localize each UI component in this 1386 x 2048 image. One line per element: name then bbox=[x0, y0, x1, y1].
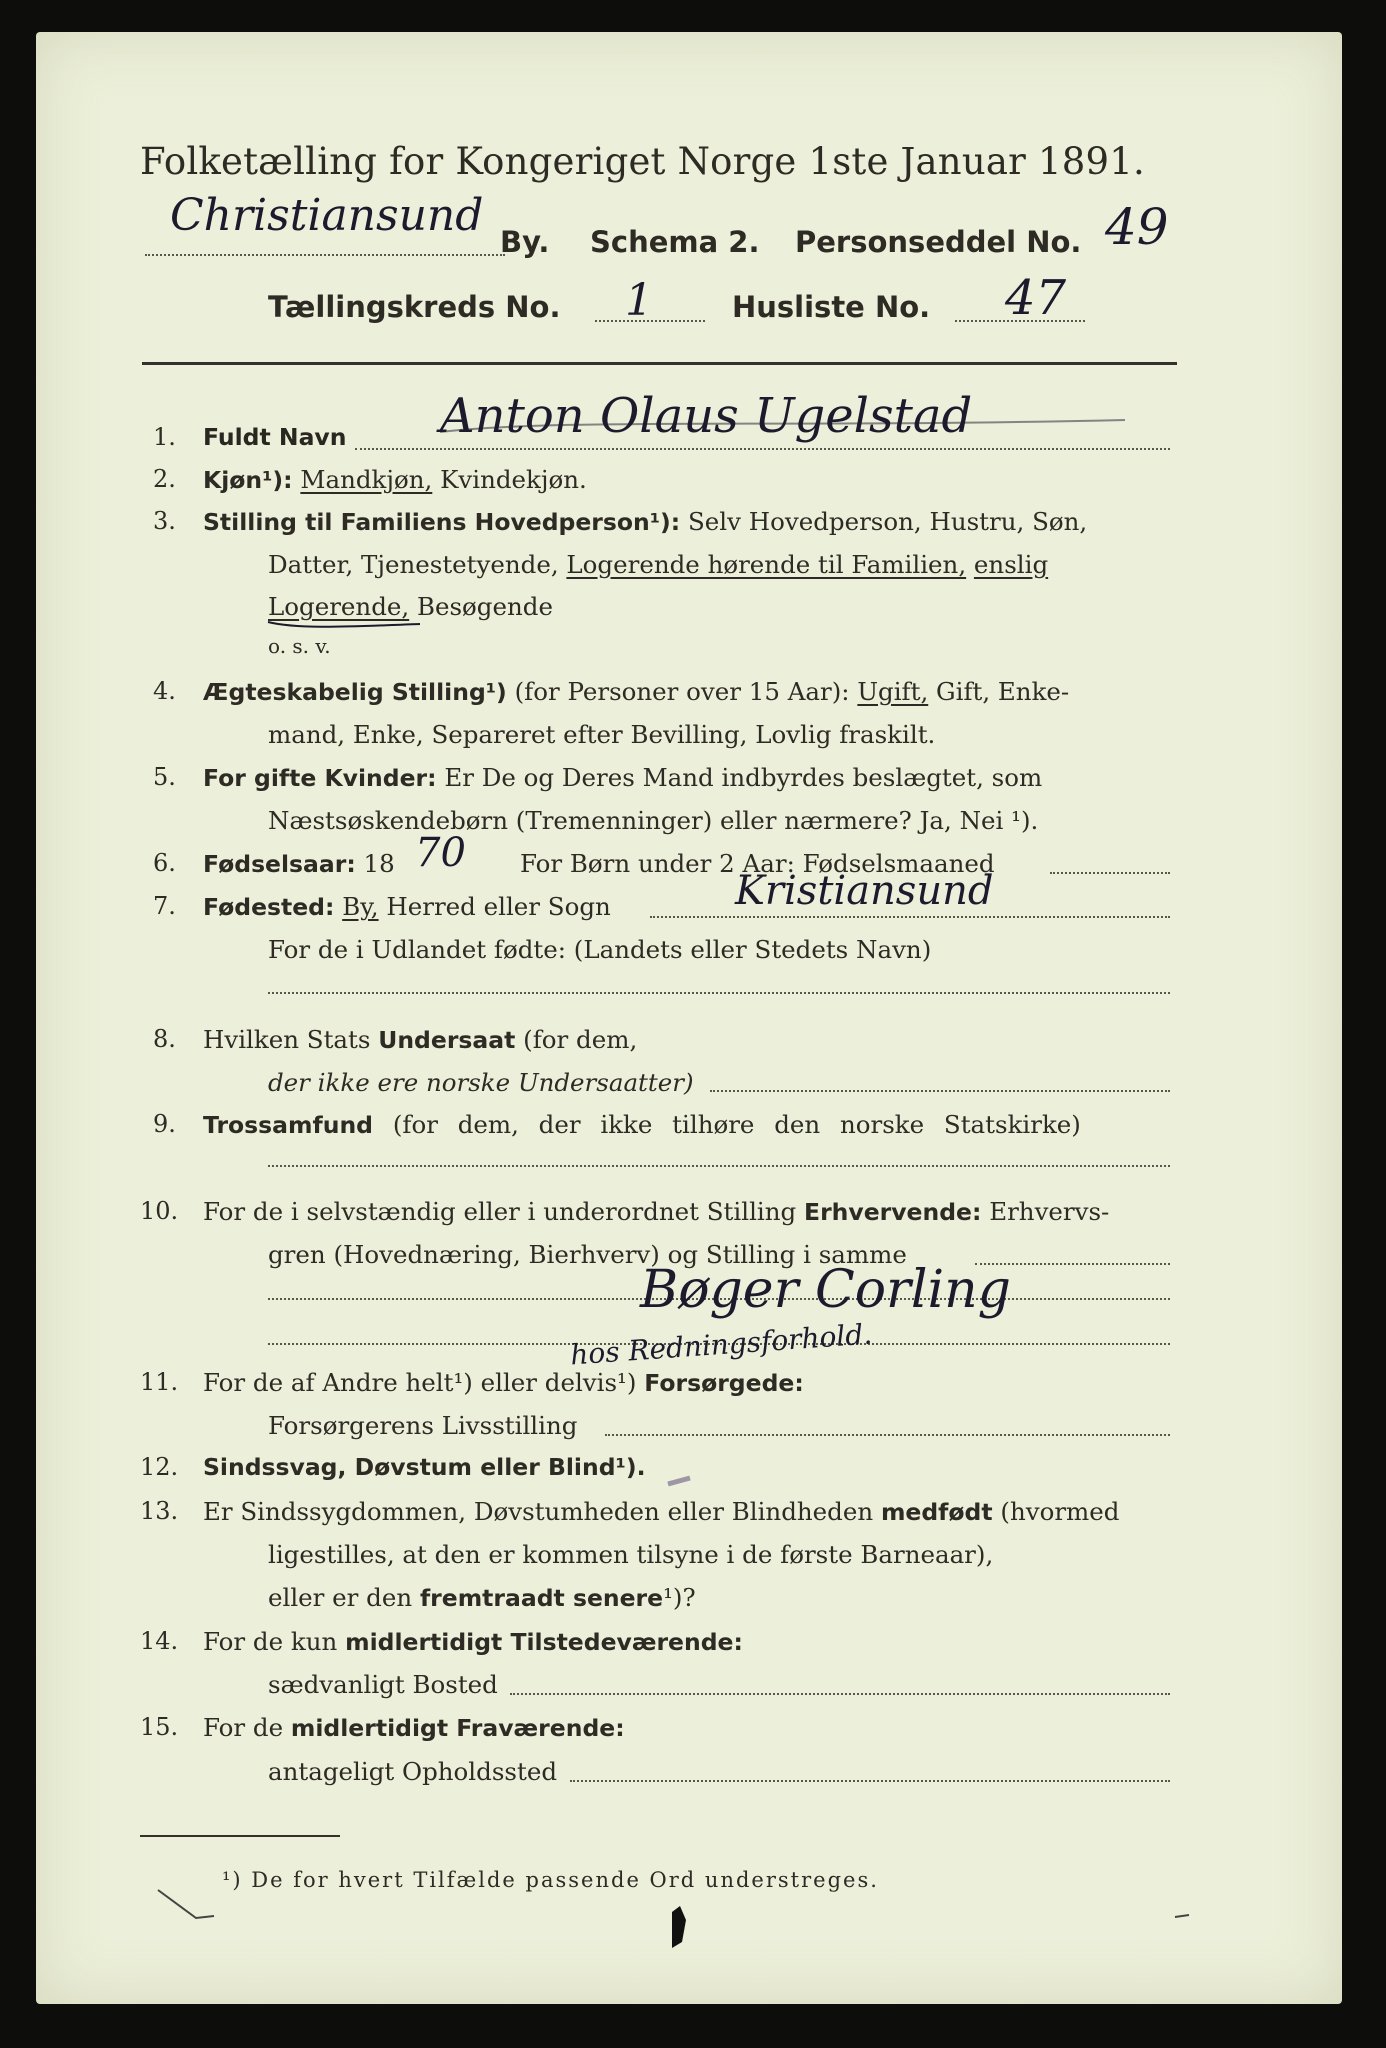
q11-line1b: Forsørgede: bbox=[644, 1369, 804, 1397]
q6-label: Fødselsaar: bbox=[203, 850, 356, 878]
q10-number: 10. bbox=[140, 1197, 179, 1225]
q13-line3c: ¹)? bbox=[663, 1583, 696, 1612]
q5-number: 5. bbox=[153, 763, 176, 791]
q11-number: 11. bbox=[140, 1368, 179, 1396]
q10-line1a: For de i selvstændig eller i underordnet Stilling bbox=[203, 1197, 797, 1226]
q4-line2: mand, Enke, Separeret efter Bevilling, Lovlig fraskilt. bbox=[268, 720, 936, 749]
q7-number: 7. bbox=[153, 892, 176, 920]
q8-line1a: Hvilken Stats bbox=[203, 1025, 371, 1054]
q9-rest: (for dem, der ikke tilhøre den norske Statskirke) bbox=[392, 1110, 1081, 1139]
q7-line2: For de i Udlandet fødte: (Landets eller Stedets Navn) bbox=[268, 935, 932, 964]
q13-line3b: fremtraadt senere bbox=[419, 1584, 664, 1612]
q2-label: Kjøn¹): bbox=[203, 466, 293, 494]
q1-label: Fuldt Navn bbox=[203, 423, 347, 451]
q1-number: 1. bbox=[153, 423, 176, 451]
personseddel-value: 49 bbox=[1105, 198, 1169, 256]
q15-number: 15. bbox=[140, 1713, 179, 1741]
q8-line2: der ikke ere norske Undersaatter) bbox=[268, 1068, 694, 1097]
q3-number: 3. bbox=[153, 507, 176, 535]
q10-line2: gren (Hovednæring, Bierhverv) og Stilling i samme bbox=[268, 1240, 907, 1269]
q3-line2a: Datter, Tjenestetyende, bbox=[268, 550, 559, 579]
q8-number: 8. bbox=[153, 1025, 176, 1053]
q1-answer-name: Anton Olaus Ugelstad bbox=[440, 388, 973, 444]
q13-number: 13. bbox=[140, 1497, 179, 1525]
q13-line1a: Er Sindssygdommen, Døvstumheden eller Blindheden bbox=[203, 1497, 874, 1526]
ink-tick-right bbox=[1175, 1915, 1189, 1917]
q7-rest: Herred eller Sogn bbox=[386, 892, 611, 921]
taellingskreds-label: Tællingskreds No. bbox=[268, 290, 561, 324]
q13-line1c: (hvormed bbox=[1000, 1497, 1120, 1526]
q2-option-male: Mandkjøn, bbox=[300, 465, 433, 494]
schema-label: Schema 2. bbox=[590, 225, 760, 259]
ink-tick-left bbox=[158, 1890, 214, 1918]
q2-number: 2. bbox=[153, 465, 176, 493]
footnote-text: ¹) De for hvert Tilfælde passende Ord understreges. bbox=[222, 1868, 879, 1892]
q15-line1a: For de bbox=[203, 1713, 284, 1742]
q6-rest: For Børn under 2 Aar: Fødselsmaaned bbox=[520, 849, 995, 878]
q4-line1b: Gift, Enke- bbox=[936, 677, 1070, 706]
q10-answer-employer: hos Redningsforhold. bbox=[569, 1317, 874, 1372]
q3-line3a: Logerende, bbox=[268, 592, 410, 621]
q3-line1: Selv Hovedperson, Hustru, Søn, bbox=[688, 507, 1088, 536]
q3-line2c: enslig bbox=[973, 550, 1049, 579]
ink-underline-q3-logerende bbox=[268, 622, 420, 627]
q6-number: 6. bbox=[153, 849, 176, 877]
q7-label: Fødested: bbox=[203, 893, 335, 921]
personseddel-label: Personseddel No. bbox=[795, 225, 1082, 259]
city-handwritten: Christiansund bbox=[170, 190, 484, 241]
q9-label: Trossamfund bbox=[203, 1111, 374, 1139]
q2-option-female: Kvindekjøn. bbox=[440, 465, 587, 494]
q6-answer-year: 70 bbox=[415, 830, 466, 876]
taellingskreds-value: 1 bbox=[625, 275, 653, 326]
q3-label: Stilling til Familiens Hovedperson¹): bbox=[203, 508, 681, 536]
q12-number: 12. bbox=[140, 1453, 179, 1481]
q15-line2: antageligt Opholdssted bbox=[268, 1757, 557, 1786]
q14-number: 14. bbox=[140, 1627, 179, 1655]
q14-line1b: midlertidigt Tilstedeværende: bbox=[345, 1628, 743, 1656]
q14-line1a: For de kun bbox=[203, 1627, 338, 1656]
q7-answer-place: Kristiansund bbox=[735, 868, 994, 914]
q3-line4: o. s. v. bbox=[268, 634, 331, 658]
q13-line2: ligestilles, at den er kommen tilsyne i de første Barneaar), bbox=[268, 1540, 994, 1569]
q3-line3b: Besøgende bbox=[416, 592, 553, 621]
q6-prefix: 18 bbox=[363, 849, 395, 878]
by-label: By. bbox=[500, 225, 550, 259]
q13-line1b: medfødt bbox=[880, 1498, 993, 1526]
ink-stroke-q1 bbox=[440, 420, 1125, 432]
q11-line2: Forsørgerens Livsstilling bbox=[268, 1411, 578, 1440]
q4-line1a: (for Personer over 15 Aar): bbox=[514, 677, 850, 706]
q10-line1c: Erhvervs- bbox=[989, 1197, 1110, 1226]
q7-by: By, bbox=[342, 892, 379, 921]
ink-mark-q12 bbox=[668, 1478, 690, 1484]
q15-line1b: midlertidigt Fraværende: bbox=[290, 1714, 625, 1742]
q11-line1a: For de af Andre helt¹) eller delvis¹) bbox=[203, 1368, 637, 1397]
q5-label: For gifte Kvinder: bbox=[203, 764, 437, 792]
q8-line1b: Undersaat bbox=[378, 1026, 516, 1054]
q4-label: Ægteskabelig Stilling¹) bbox=[203, 678, 507, 706]
q14-line2: sædvanligt Bosted bbox=[268, 1670, 498, 1699]
q4-ugift: Ugift, bbox=[857, 677, 929, 706]
q5-line1: Er De og Deres Mand indbyrdes beslægtet, som bbox=[444, 763, 1043, 792]
q10-answer-occupation: Bøger Corling bbox=[640, 1260, 1011, 1320]
q12-label: Sindssvag, Døvstum eller Blind¹). bbox=[203, 1453, 646, 1481]
ink-blot-bottom bbox=[672, 1906, 686, 1948]
husliste-value: 47 bbox=[1005, 270, 1067, 326]
husliste-label: Husliste No. bbox=[732, 290, 931, 324]
q9-number: 9. bbox=[153, 1110, 176, 1138]
form-title: Folketælling for Kongeriget Norge 1ste Januar 1891. bbox=[140, 140, 1145, 183]
q10-line1b: Erhvervende: bbox=[804, 1198, 982, 1226]
q5-line2: Næstsøskendebørn (Tremenninger) eller nærmere? Ja, Nei ¹). bbox=[268, 806, 1039, 835]
q13-line3a: eller er den bbox=[268, 1583, 413, 1612]
q3-line2b: Logerende hørende til Familien, bbox=[566, 550, 967, 579]
q4-number: 4. bbox=[153, 677, 176, 705]
q8-line1c: (for dem, bbox=[523, 1025, 638, 1054]
